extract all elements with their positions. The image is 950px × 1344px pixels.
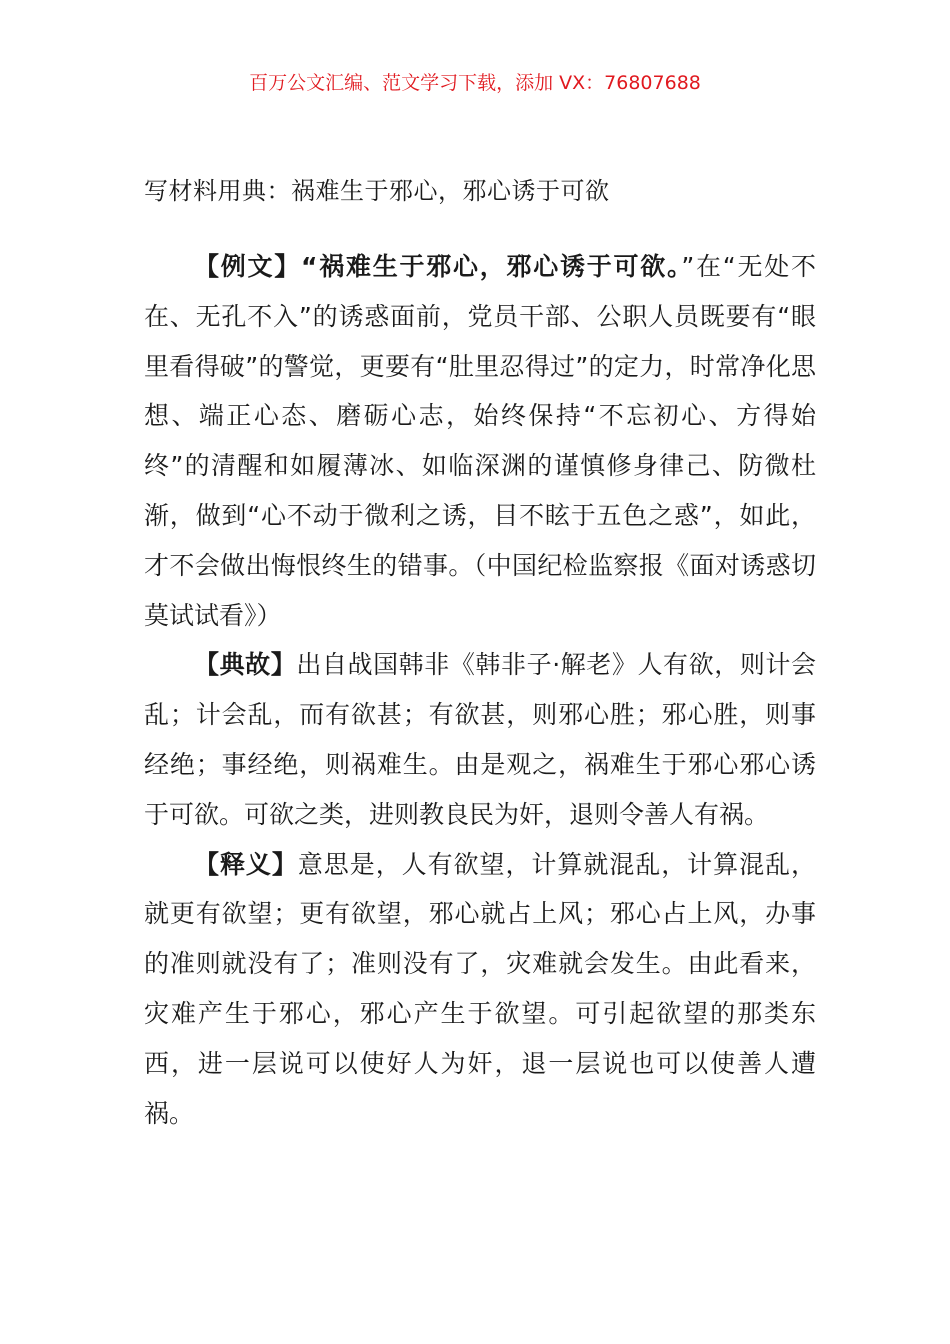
allusion-paragraph bbox=[144, 640, 816, 839]
watermark-banner: 百万公文汇编、范文学习下载，添加 VX：76807688 bbox=[249, 72, 701, 94]
allusion-tag: 【典故】 bbox=[194, 650, 297, 680]
example-tag: 【例文】 bbox=[194, 252, 302, 281]
example-paragraph bbox=[144, 242, 816, 640]
document-title: 写材料用典：祸难生于邪心，邪心诱于可欲 bbox=[144, 177, 610, 205]
allusion-text: 出自战国韩非《韩非子·解老》人有欲，则计会乱；计会乱，而有欲甚；有欲甚，则邪心胜；邪心胜，则事经绝；事经绝，则祸难生。由是观之，祸难生于邪心邪心诱于可欲。可欲之类，进则教良民为奸，退则令善人有祸。 bbox=[144, 650, 816, 829]
meaning-paragraph bbox=[144, 840, 816, 1139]
document-body bbox=[144, 242, 816, 1138]
meaning-tag: 【释义】 bbox=[194, 849, 298, 879]
example-quote: “祸难生于邪心，邪心诱于可欲。 bbox=[301, 252, 682, 281]
meaning-text: 意思是，人有欲望，计算就混乱，计算混乱，就更有欲望；更有欲望，邪心就占上风；邪心占上风，办事的准则就没有了；准则没有了，灾难就会发生。由此看来，灾难产生于邪心，邪心产生于欲望。可引起欲望的那类东西，进一层说可以使好人为奸，退一层说也可以使善人遭祸。 bbox=[144, 849, 816, 1128]
example-text: ”在“无处不在、无孔不入”的诱惑面前，党员干部、公职人员既要有“眼里看得破”的警觉，更要有“肚里忍得过”的定力，时常净化思想、端正心态、磨砺心志，始终保持“不忘初心、方得始终”的清醒和如履薄冰、如临深渊的谨慎修身律己、防微杜渐，做到“心不动于微利之诱，目不眩于五色之惑”，如此，才不会做出悔恨终生的错事。（中国纪检监察报《面对诱惑切莫试试看》） bbox=[144, 252, 816, 630]
